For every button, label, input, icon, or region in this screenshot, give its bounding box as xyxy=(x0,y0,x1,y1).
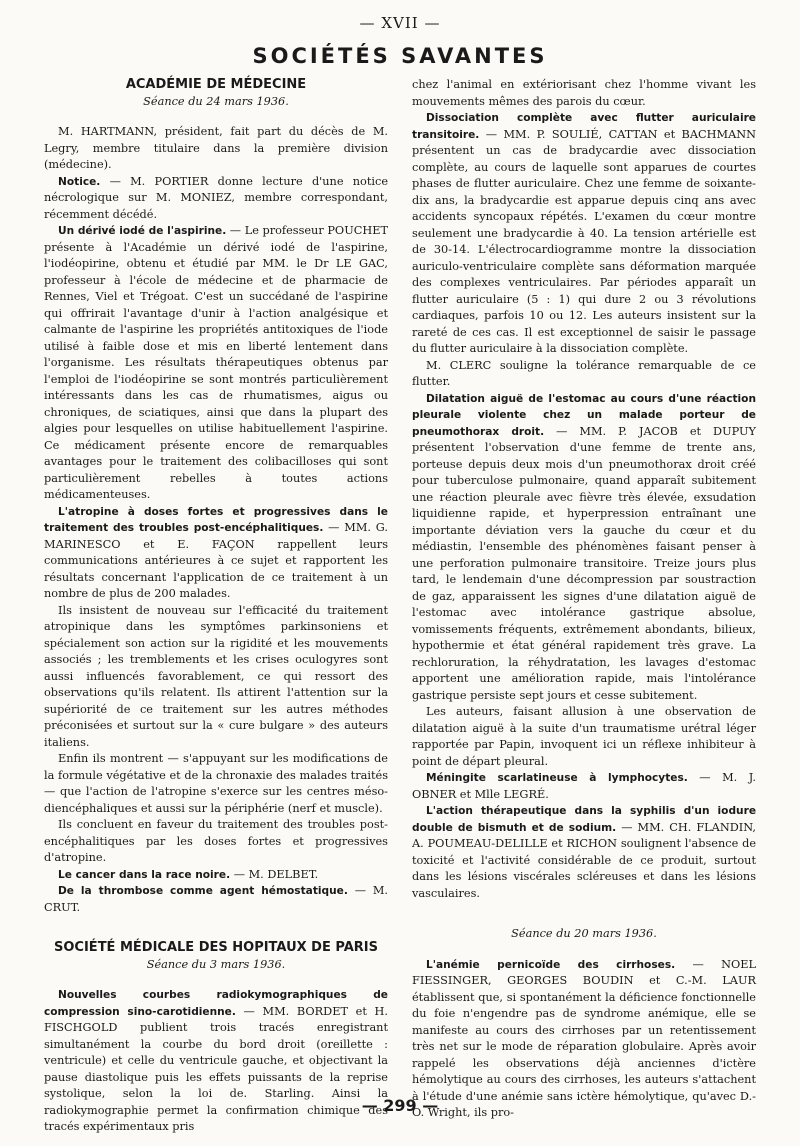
item-text: — Le professeur POUCHET présente à l'Académie un dérivé iodé de l'aspirine, l'iodéopirine, obtenu et étudié par MM. le Dr LE GAC, professeur à l'école de médecine et de pharmacie de Rennes, Viel et Trégoat. C'est un succédané de l'aspirine qui offrirait l'avantage d'unir à l'action analgésique et calmante de l'aspirine les propriétés antitoxiques de l'iode utilisé à faible dose et mis en liberté lentement dans l'organisme. Les résultats thérapeutiques obtenus par l'emploi de l'iodéopirine se sont montrés particulièrement intéressants dans les cas de rhumatismes, aigus ou chroniques, de sciatiques, ainsi que dans la plupart des algies pour lesquelles on utilise habituellement l'aspirine. Ce médicament présente encore de remarquables avantages pour le traitement des colibacilloses qui sont particulièrement rebelles à toutes actions médicamenteuses. xyxy=(44,224,388,501)
item-text: — M. DELBET. xyxy=(230,867,319,881)
item-text: — M. CRUT. xyxy=(44,884,389,914)
item-heading: L'anémie pernicoïde des cirrhoses. xyxy=(426,958,676,971)
item-text: — MM. G. MARINESCO et E. FAÇON rappellent leurs communications antérieures à ce sujet et rapportent les résultats concernant l'application de ce traitement à un nombre de plus de 200 malades. xyxy=(44,521,388,600)
paragraph-enfin: Enfin ils montrent — s'appuyant sur les modifications de la formule végétative et de la chronaxie des malades traités — que l'action de l'atropine s'exerce sur les centres méso-diencéphaliques et aussi sur la périphérie (nerf et muscle). xyxy=(44,752,388,815)
item-heading: Dissociation complète avec flutter auriculaire transitoire. xyxy=(412,112,756,141)
item-text: — M. PORTIER donne lecture d'une notice nécrologique sur M. MONIEZ, membre correspondant, récemment décédé. xyxy=(44,174,388,221)
seance-date: Séance du 24 mars 1936. xyxy=(143,94,289,108)
item-text: — M. J. OBNER et Mlle LEGRÉ. xyxy=(412,771,756,801)
paragraph-continuation: chez l'animal en extériorisant chez l'homme vivant les mouvements mêmes des parois du cœur. xyxy=(412,78,756,108)
item-heading: L'action thérapeutique dans la syphilis d'un iodure double de bismuth et de sodium. xyxy=(412,805,756,834)
paragraph-notice xyxy=(44,174,388,224)
paragraph-insistent: Ils insistent de nouveau sur l'efficacité du traitement atropinique dans les symptômes parkinsoniens et spécialement son action sur la rigidité et les mouvements associés ; les tremblements et les crises oculogyres sont aussi influencés favorablement, ce qui ressort des observations qu'ils relatent. Ils attirent l'attention sur la supériorité de ce traitement sur les autres méthodes préconisées et surtout sur la « cure bulgare » des auteurs italiens. xyxy=(44,603,388,749)
right-column xyxy=(412,77,756,1122)
item-text: — MM. P. JACOB et DUPUY présentent l'observation d'une femme de trente ans, porteuse depuis deux mois d'un pneumothorax droit créé pour tuberculose pulmonaire, quand apparaît subitement une réaction pleurale avec fièvre très élevée, exsudation liquidienne rapide, et hyperpression entraînant une importante déviation vers la gauche du cœur et du médiastin, l'ensemble des phénomènes faisant penser à une perforation pulmonaire transitoire. Treize jours plus tard, le lendemain d'une décompression par soustraction de gaz, apparaissent les signes d'une dilatation aiguë de l'estomac avec intolérance gastrique absolue, vomissements fréquents, extrêmement abondants, bilieux, hypothermie et état général rapidement très grave. La rechloruration, la réhydratation, les lavages d'estomac apportent une amélioration rapide, mais l'intolérance gastrique persiste sept jours et cesse subitement. xyxy=(412,424,756,702)
paragraph-auteurs: Les auteurs, faisant allusion à une observation de dilatation aiguë à la suite d'un traumatisme urétral léger rapportée par Papin, invoquent ici un réflexe inhibiteur à point de départ pleural. xyxy=(412,705,756,768)
item-text: — MM. CH. FLANDIN, A. POUMEAU-DELILLE et RICHON soulignent l'absence de toxicité et l'activité considérable de ce produit, surtout dans les lésions viscérales scléreuses et dans les lésions vasculaires. xyxy=(412,820,756,900)
left-column xyxy=(44,77,388,1136)
paragraph-dilatation xyxy=(412,391,756,705)
paragraph-meningite xyxy=(412,770,756,803)
paragraph-syphilis xyxy=(412,803,756,902)
item-heading: De la thrombose comme agent hémostatique. xyxy=(58,885,348,897)
item-text: — MM. P. SOULIÉ, CATTAN et BACHMANN présentent un cas de bradycardie avec dissociation complète, au cours de laquelle sont apparues de courtes phases de flutter auriculaire. Chez une femme de soixante-dix ans, la bradycardie est apparue depuis cinq ans avec accidents syncopaux répétés. L'examen du cœur montre seulement une bradycardie à 40. La tension artérielle est de 30-14. L'électrocardiogramme montre la dissociation auriculo-ventriculaire complète sans déformation marquée des complexes ventriculaires. Par périodes apparaît un flutter auriculaire (5 : 1) qui dure 2 ou 3 révolutions cardiaques, parfois 10 ou 12. Les auteurs insistent sur la rareté de ces cas. Il est exceptionnel de saisir le passage du flutter auriculaire à la dissociation complète. xyxy=(412,127,756,355)
paragraph-cancer xyxy=(44,867,388,884)
item-heading: Nouvelles courbes radiokymographiques de compression sino-carotidienne. xyxy=(44,989,388,1018)
paragraph-thrombose xyxy=(44,883,388,916)
item-heading: Un dérivé iodé de l'aspirine. xyxy=(58,225,227,237)
item-heading: Le cancer dans la race noire. xyxy=(58,868,231,881)
item-heading: Méningite scarlatineuse à lymphocytes. xyxy=(426,772,688,784)
paragraph-clerc: M. CLERC souligne la tolérance remarquable de ce flutter. xyxy=(412,358,756,388)
paragraph-atropine xyxy=(44,504,388,603)
page-number: — 299 — xyxy=(361,1096,439,1115)
item-text: — NOEL FIESSINGER, GEORGES BOUDIN et C.-M. LAUR établissent que, si spontanément la déficience fonctionnelle du foie n'engendre pas de syndrome anémique, elle se manifeste au cours des cirrhoses par un retentissement très net sur le mode de réparation globulaire. Après avoir rappelé les observations déjà anciennes d'ictère hémolytique au cours des cirrhoses, les auteurs s'attachent à l'étude d'une anémie sans ictère hémolytique, qu'avec D.-O. Wright, ils pro- xyxy=(412,957,756,1119)
item-text: — MM. BORDET et H. FISCHGOLD publient trois tracés enregistrant simultanément la courbe du bord droit (oreillette : ventricule) et celle du ventricule gauche, et objectivant la pause diastolique puis les effets puissants de la reprise systolique, selon la loi de. Starling. Ainsi la radiokymographie permet la confirmation chimique des tracés expérimentaux pris xyxy=(44,1004,389,1133)
item-heading: Dilatation aiguë de l'estomac au cours d'une réaction pleurale violente chez un malade porteur de pneumothorax droit. xyxy=(412,392,756,438)
seance-date: Séance du 3 mars 1936. xyxy=(146,957,286,971)
page-title: SOCIÉTÉS SAVANTES xyxy=(252,44,548,68)
paragraph-concluent: Ils concluent en faveur du traitement des troubles post-encéphalitiques par les doses fortes et progressives d'atropine. xyxy=(44,818,388,864)
roman-page-number: — XVII — xyxy=(359,14,441,32)
seance-date: Séance du 20 mars 1936. xyxy=(511,927,657,940)
section-heading-hopitaux: SOCIÉTÉ MÉDICALE DES HOPITAUX DE PARIS xyxy=(54,940,378,955)
item-heading: L'atropine à doses fortes et progressives dans le traitement des troubles post-encéphalitiques. xyxy=(44,505,388,534)
paragraph-hartmann: M. HARTMANN, président, fait part du décès de M. Legry, membre titulaire dans la première division (médecine). xyxy=(44,125,388,171)
section-heading-academie: ACADÉMIE DE MÉDECINE xyxy=(125,77,307,92)
item-heading: Notice. xyxy=(58,175,101,188)
paragraph-dissociation xyxy=(412,110,756,358)
paragraph-iode xyxy=(44,223,388,504)
